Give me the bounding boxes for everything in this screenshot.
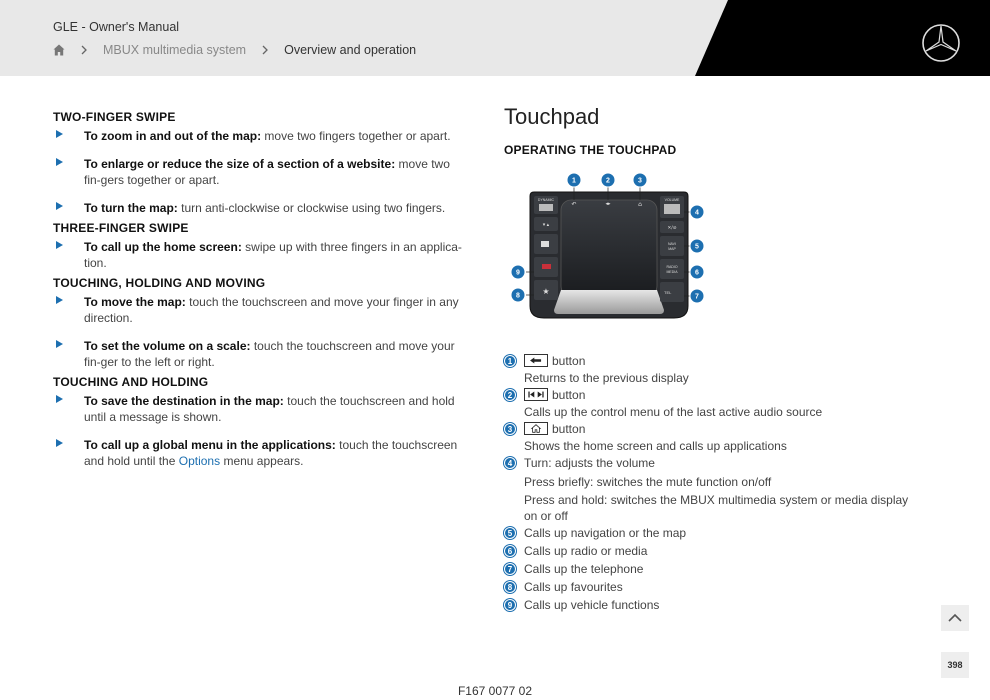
svg-text:◂▸: ◂▸	[605, 201, 611, 207]
legend-item-6	[504, 542, 924, 560]
callout-1	[567, 173, 581, 187]
item-text: touch the touchscreen and hold until the	[84, 438, 458, 468]
section-title-three-finger: THREE-FINGER SWIPE	[53, 221, 189, 235]
callout-8	[511, 288, 525, 302]
tel-label: TEL	[664, 290, 672, 295]
legend-desc: Calls up vehicle functions	[524, 598, 660, 612]
breadcrumb-item-current: Overview and operation	[284, 43, 417, 57]
legend-number: 4	[504, 457, 516, 469]
header-black-panel	[0, 0, 990, 76]
item-label: To enlarge or reduce the size of a section of a website:	[84, 157, 396, 171]
item-text: touch the touchscreen and hold until a message is shown.	[84, 394, 455, 424]
chevron-right-icon	[79, 44, 89, 56]
mercedes-star-logo[interactable]	[921, 23, 961, 63]
options-link[interactable]: Options	[178, 454, 221, 468]
bullet-arrow-icon	[56, 296, 63, 304]
legend-desc: Calls up favourites	[524, 580, 623, 594]
legend-number: 9	[504, 599, 516, 611]
legend-desc: Turn: adjusts the volume	[524, 456, 655, 470]
legend-desc: Press and hold: switches the MBUX multimedia system or media display on or off	[524, 493, 909, 523]
media-label: MEDIA	[666, 270, 678, 274]
item-text: move two fingers together or apart.	[261, 129, 451, 143]
footer-code: F167 0077 02	[457, 684, 533, 698]
legend-number: 8	[504, 581, 516, 593]
svg-text:9: 9	[516, 269, 520, 277]
callout-6	[690, 265, 704, 279]
svg-text:5: 5	[695, 243, 699, 251]
bullet-arrow-icon	[56, 202, 63, 210]
button-word: button	[552, 354, 586, 368]
legend-desc: Calls up radio or media	[524, 544, 648, 558]
item-text: menu appears.	[220, 454, 304, 468]
item-label: To call up a global menu in the applications:	[84, 438, 336, 452]
legend-item-7	[504, 560, 924, 578]
legend-item-2	[504, 386, 924, 404]
list-item	[53, 393, 463, 425]
item-text: touch the touchscreen and move your finger in any direction.	[84, 295, 459, 325]
skip-icon	[524, 388, 548, 401]
bullet-arrow-icon	[56, 340, 63, 348]
list-item	[53, 128, 463, 144]
button-word: button	[552, 388, 586, 402]
list-item	[53, 156, 463, 188]
legend-desc: Shows the home screen and calls up applications	[524, 439, 787, 453]
item-text: swipe up with three fingers in an applica-tion.	[84, 240, 462, 270]
touchpad-legend	[504, 352, 924, 614]
legend-number: 6	[504, 545, 516, 557]
legend-desc: Calls up the control menu of the last active audio source	[524, 405, 823, 419]
item-text: move two fin-gers together or apart.	[84, 157, 450, 187]
svg-text:2: 2	[606, 177, 610, 185]
legend-item-3	[504, 420, 924, 438]
svg-text:⌂: ⌂	[638, 201, 642, 208]
list-item	[53, 338, 463, 370]
bullet-arrow-icon	[56, 439, 63, 447]
item-text: turn anti-clockwise or clockwise using two fingers.	[177, 201, 446, 215]
svg-text:6: 6	[695, 269, 699, 277]
back-arrow-icon	[524, 354, 548, 367]
item-label: To call up the home screen:	[84, 240, 242, 254]
svg-text:4: 4	[695, 209, 699, 217]
legend-number: 3	[504, 423, 516, 435]
bullet-arrow-icon	[56, 395, 63, 403]
svg-text:1: 1	[572, 177, 576, 185]
item-text: touch the touchscreen and move your fin-ger to the left or right.	[84, 339, 455, 369]
button-word: button	[552, 422, 586, 436]
list-item	[53, 239, 463, 271]
callout-4	[690, 205, 704, 219]
radio-label: RADIO	[666, 265, 678, 269]
bullet-arrow-icon	[56, 241, 63, 249]
item-label: To move the map:	[84, 295, 186, 309]
item-label: To zoom in and out of the map:	[84, 129, 262, 143]
legend-number: 2	[504, 389, 516, 401]
left-column	[53, 105, 463, 469]
svg-text:✕/⊘: ✕/⊘	[667, 226, 677, 231]
legend-item-8	[504, 578, 924, 596]
map-label: MAP	[668, 247, 676, 251]
callout-9	[511, 265, 525, 279]
list-item	[53, 437, 463, 469]
bullet-arrow-icon	[56, 158, 63, 166]
legend-item-4	[504, 454, 924, 472]
section-title-touching-holding: TOUCHING AND HOLDING	[53, 375, 209, 389]
legend-item-1	[504, 352, 924, 370]
legend-item-9	[504, 596, 924, 614]
svg-text:↶: ↶	[571, 201, 577, 208]
list-item	[53, 294, 463, 326]
page-title: Touchpad	[504, 104, 600, 129]
item-label: To turn the map:	[84, 201, 178, 215]
item-label: To save the destination in the map:	[84, 394, 284, 408]
document-title: GLE - Owner's Manual	[53, 20, 180, 34]
breadcrumb	[53, 42, 416, 58]
legend-desc: Press briefly: switches the mute function on/off	[524, 475, 772, 489]
callout-3	[633, 173, 647, 187]
navi-label: NAVI	[668, 242, 676, 246]
legend-item-5	[504, 524, 924, 542]
dynamic-label: DYNAMIC	[537, 198, 555, 202]
legend-number: 7	[504, 563, 516, 575]
volume-label: VOLUME	[664, 198, 680, 202]
legend-desc: Returns to the previous display	[524, 371, 689, 385]
section-title-two-finger: TWO-FINGER SWIPE	[53, 110, 176, 124]
section-title-operating: OPERATING THE TOUCHPAD	[504, 143, 677, 157]
svg-text:▾ ▴: ▾ ▴	[542, 222, 550, 228]
breadcrumb-item-mbux[interactable]: MBUX multimedia system	[103, 43, 247, 57]
chevron-right-icon	[260, 44, 270, 56]
svg-text:7: 7	[695, 293, 699, 301]
svg-text:8: 8	[516, 292, 520, 300]
legend-number: 1	[504, 355, 516, 367]
page-number: 398	[941, 652, 969, 678]
item-label: To set the volume on a scale:	[84, 339, 251, 353]
home-icon	[524, 422, 548, 435]
svg-text:★: ★	[542, 287, 550, 296]
callout-5	[690, 239, 704, 253]
right-column	[504, 104, 924, 157]
callout-7	[690, 289, 704, 303]
scroll-to-top-button[interactable]	[941, 605, 969, 631]
legend-desc: Calls up navigation or the map	[524, 526, 687, 540]
bullet-arrow-icon	[56, 130, 63, 138]
legend-number: 5	[504, 527, 516, 539]
svg-text:3: 3	[638, 177, 642, 185]
touchpad-illustration	[504, 170, 714, 322]
section-title-touching-holding-moving: TOUCHING, HOLDING AND MOVING	[53, 276, 266, 290]
list-item	[53, 200, 463, 216]
home-icon[interactable]	[53, 44, 65, 56]
callout-2	[601, 173, 615, 187]
legend-desc: Calls up the telephone	[524, 562, 644, 576]
